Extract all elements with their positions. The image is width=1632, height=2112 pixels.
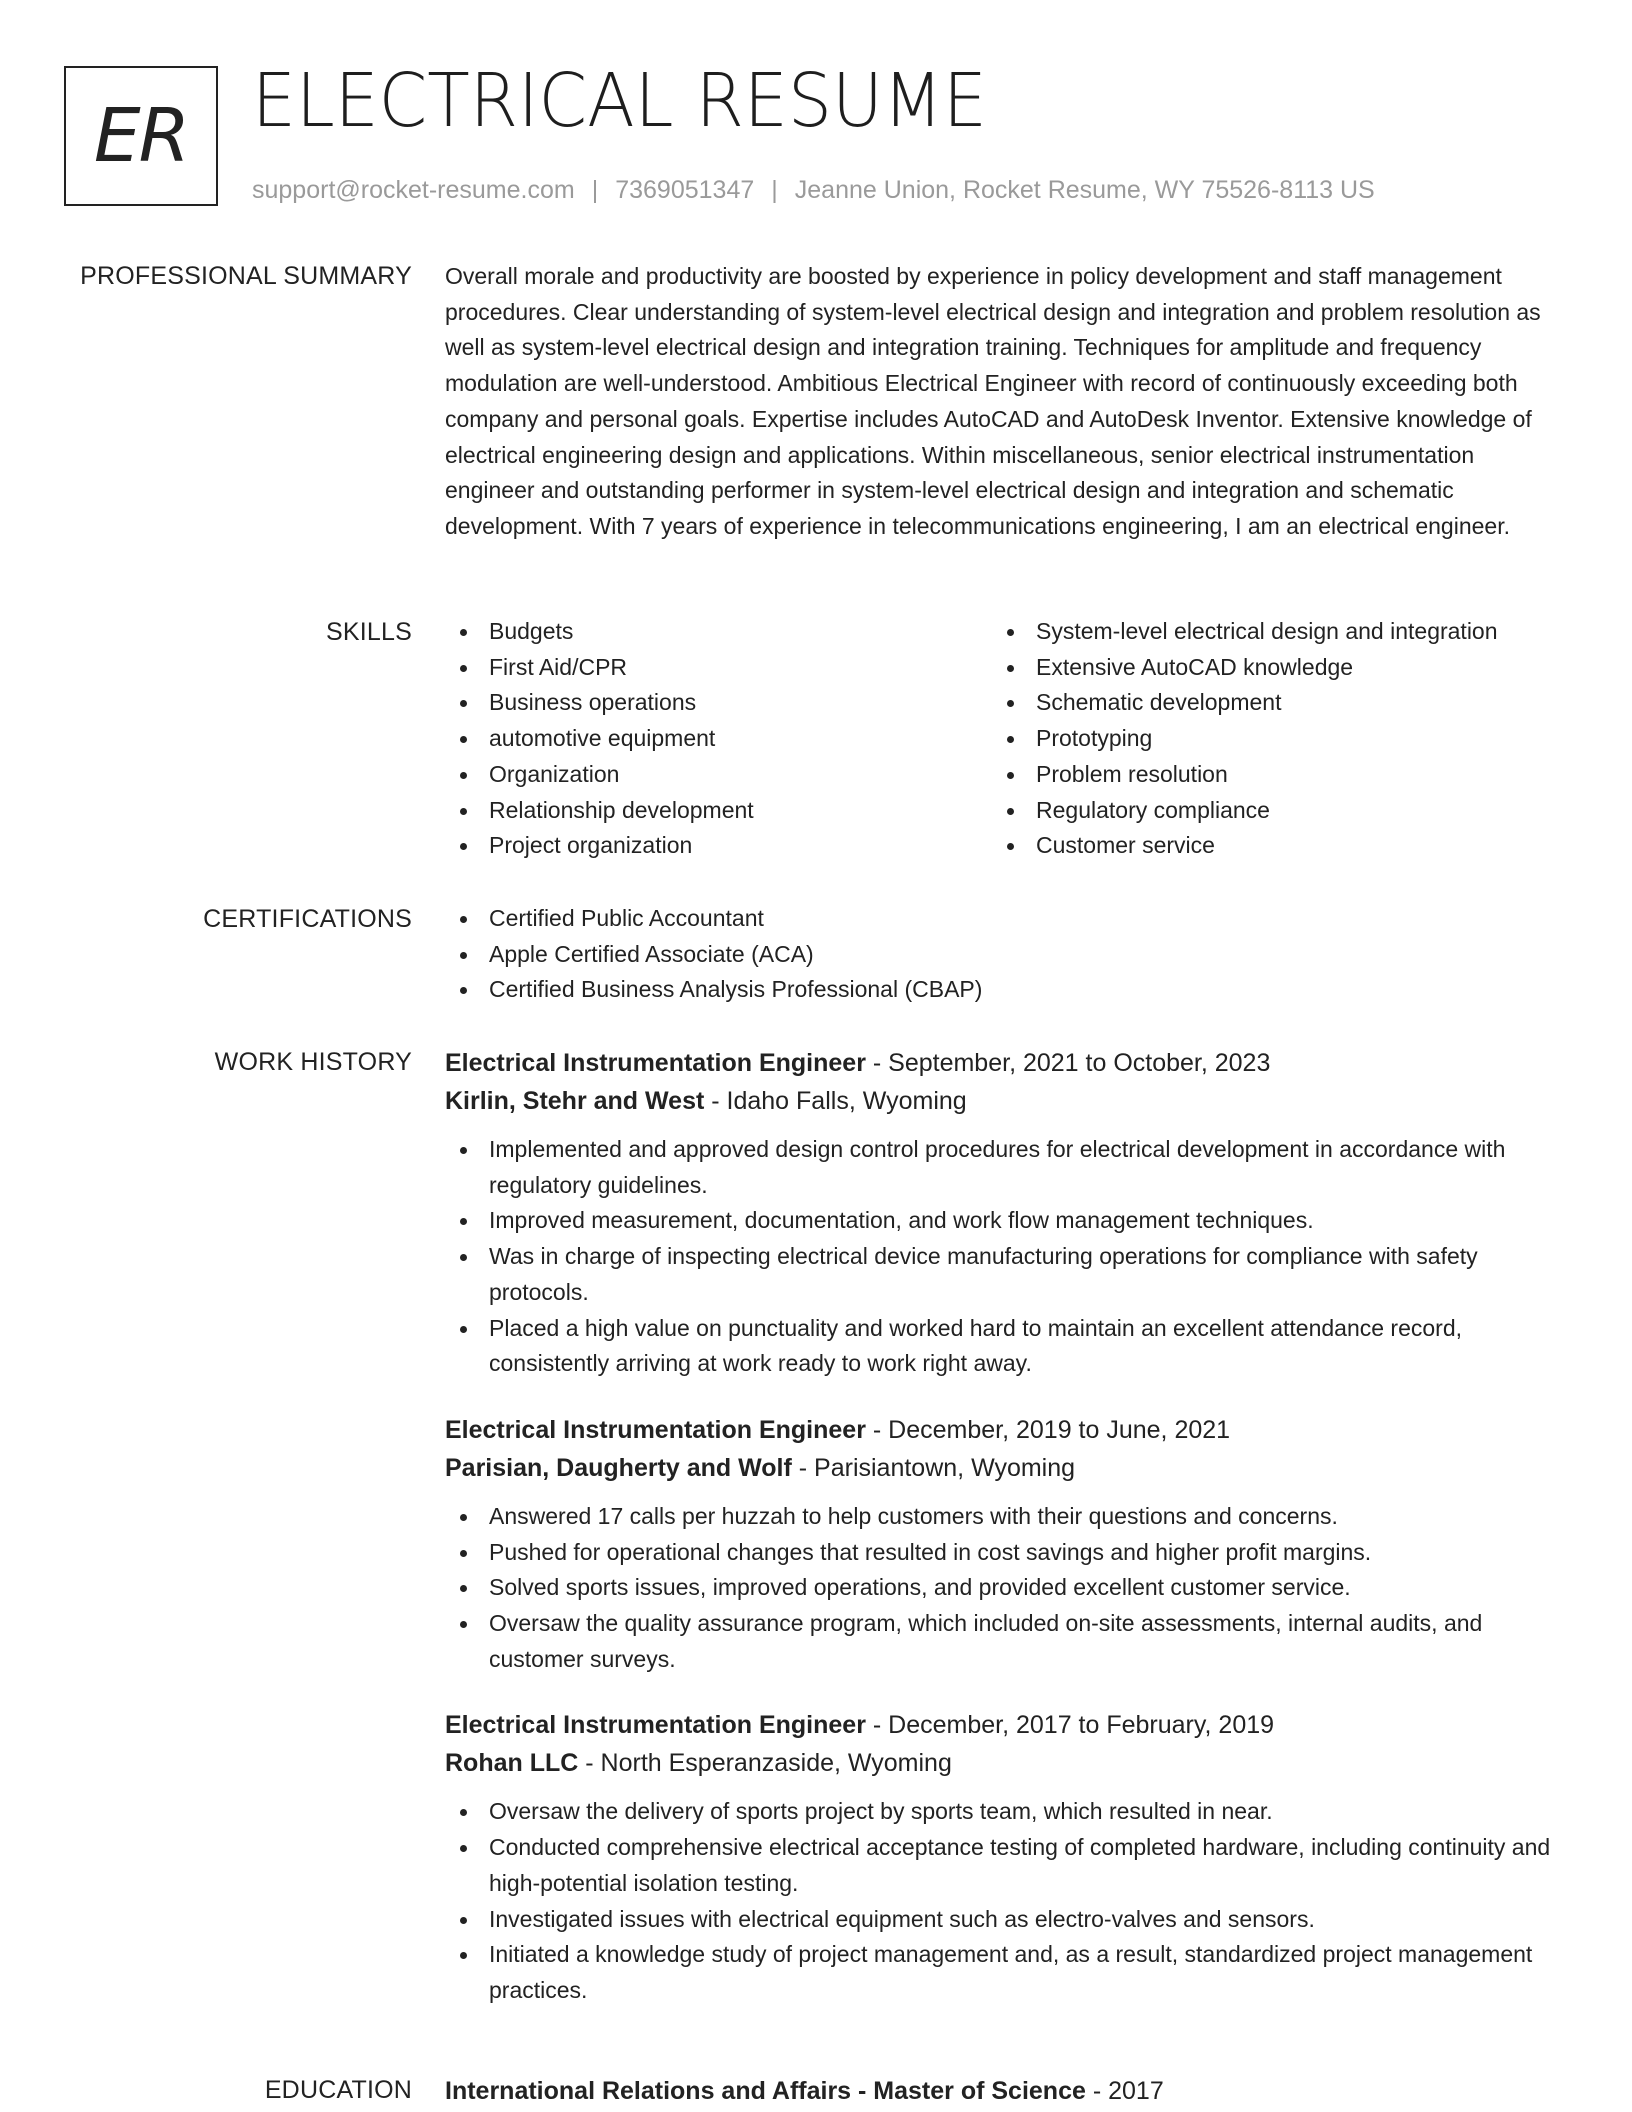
summary-text: Overall morale and productivity are boosted by experience in policy development and staff management procedures. Clear understanding of system-level electrical design and integration and problem resolution as well as system-level electrical design and integration training. Techniques for amplitude and frequency modulation are well-understood. Ambitious Electrical Engineer with record of continuously exceeding both company and personal goals. Expertise includes AutoCAD and AutoDesk Inventor. Extensive knowledge of electrical engineering design and applications. Within miscellaneous, senior electrical instrumentation engineer and outstanding performer in system-level electrical design and integration and schematic development. With 7 years of experience in telecommunications engineering, I am an electrical engineer.: [445, 263, 1541, 539]
section-title-summary: PROFESSIONAL SUMMARY: [80, 262, 412, 290]
job-bullets: [445, 1499, 1555, 1678]
job-company-line: [445, 1082, 1555, 1120]
job-bullets: [445, 1132, 1555, 1382]
job-location: - North Esperanzaside, Wyoming: [578, 1749, 952, 1778]
job-bullet: Oversaw the quality assurance program, which included on-site assessments, internal audits, and customer surveys.: [445, 1606, 1555, 1677]
section-title-education: EDUCATION: [264, 2076, 412, 2104]
job-dates: - December, 2017 to February, 2019: [865, 1711, 1275, 1740]
job-bullet: Investigated issues with electrical equipment such as electro-valves and sensors.: [445, 1902, 1555, 1938]
job-title-line: [445, 1044, 1555, 1082]
certification-item: Apple Certified Associate (ACA): [445, 937, 1555, 973]
certifications-list: [445, 901, 1555, 1008]
job-bullets: [445, 1794, 1555, 2008]
job-company: Parisian, Daugherty and Wolf: [445, 1453, 792, 1482]
job-bullet: Initiated a knowledge study of project management and, as a result, standardized project management practices.: [445, 1937, 1555, 2008]
job-entry: [445, 1706, 1555, 2008]
section-title-certifications: CERTIFICATIONS: [203, 905, 412, 933]
job-bullet: Was in charge of inspecting electrical device manufacturing operations for compliance with safety protocols.: [445, 1239, 1555, 1310]
certification-item: Certified Business Analysis Professional (CBAP): [445, 972, 1555, 1008]
skill-item: Regulatory compliance: [992, 793, 1552, 829]
contact-phone[interactable]: 7369051347: [615, 176, 755, 204]
section-title-skills: SKILLS: [326, 618, 412, 646]
contact-email[interactable]: support@rocket-resume.com: [252, 176, 575, 204]
job-role: Electrical Instrumentation Engineer: [445, 1049, 866, 1077]
job-location: - Parisiantown, Wyoming: [791, 1453, 1076, 1482]
skill-item: Organization: [445, 757, 992, 793]
job-bullet: Placed a high value on punctuality and worked hard to maintain an excellent attendance record, consistently arriving at work ready to work right away.: [445, 1311, 1555, 1382]
contact-address: Jeanne Union, Rocket Resume, WY 75526-8113 US: [794, 176, 1375, 204]
job-entry: [445, 1044, 1555, 1382]
job-bullet: Answered 17 calls per huzzah to help customers with their questions and concerns.: [445, 1499, 1555, 1535]
skill-item: Project organization: [445, 828, 992, 864]
education-line: [445, 2072, 1555, 2110]
skill-item: Customer service: [992, 828, 1552, 864]
monogram-logo: ER: [64, 66, 218, 206]
contact-separator: |: [771, 176, 778, 204]
job-title-line: [445, 1706, 1555, 1744]
resume-title: ELECTRICAL RESUME: [252, 58, 987, 144]
job-bullet: Pushed for operational changes that resulted in cost savings and higher profit margins.: [445, 1535, 1555, 1571]
job-company: Kirlin, Stehr and West: [445, 1087, 705, 1115]
certification-item: Certified Public Accountant: [445, 901, 1555, 937]
skill-item: Prototyping: [992, 721, 1552, 757]
job-role: Electrical Instrumentation Engineer: [445, 1711, 866, 1740]
skill-item: Schematic development: [992, 685, 1552, 721]
job-company-line: [445, 1744, 1555, 1782]
skill-item: Problem resolution: [992, 757, 1552, 793]
skills-list-right: [992, 614, 1552, 864]
job-bullet: Implemented and approved design control procedures for electrical development in accordance with regulatory guidelines.: [445, 1132, 1555, 1203]
skill-item: System-level electrical design and integration: [992, 614, 1552, 650]
skill-item: automotive equipment: [445, 721, 992, 757]
job-company: Rohan LLC: [445, 1749, 579, 1778]
skill-item: Extensive AutoCAD knowledge: [992, 650, 1552, 686]
job-bullet: Solved sports issues, improved operations, and provided excellent customer service.: [445, 1570, 1555, 1606]
education-degree: International Relations and Affairs - Master of Science: [445, 2077, 1086, 2105]
job-location: - Idaho Falls, Wyoming: [704, 1087, 967, 1115]
contact-separator: |: [591, 176, 599, 204]
job-role: Electrical Instrumentation Engineer: [445, 1415, 866, 1444]
job-dates: - September, 2021 to October, 2023: [865, 1049, 1271, 1077]
job-bullet: Conducted comprehensive electrical acceptance testing of completed hardware, including continuity and high-potential isolation testing.: [445, 1830, 1555, 1901]
job-title-line: [445, 1411, 1555, 1449]
skill-item: First Aid/CPR: [445, 650, 992, 686]
skill-item: Budgets: [445, 614, 992, 650]
education-year: - 2017: [1085, 2077, 1164, 2105]
job-dates: - December, 2019 to June, 2021: [865, 1415, 1231, 1444]
section-title-work-history: WORK HISTORY: [214, 1048, 412, 1076]
skill-item: Business operations: [445, 685, 992, 721]
skills-list-left: [445, 614, 992, 864]
job-company-line: [445, 1449, 1555, 1487]
skill-item: Relationship development: [445, 793, 992, 829]
job-bullet: Improved measurement, documentation, and work flow management techniques.: [445, 1203, 1555, 1239]
job-bullet: Oversaw the delivery of sports project by sports team, which resulted in near.: [445, 1794, 1555, 1830]
job-entry: [445, 1411, 1555, 1678]
contact-line: [252, 172, 1375, 208]
